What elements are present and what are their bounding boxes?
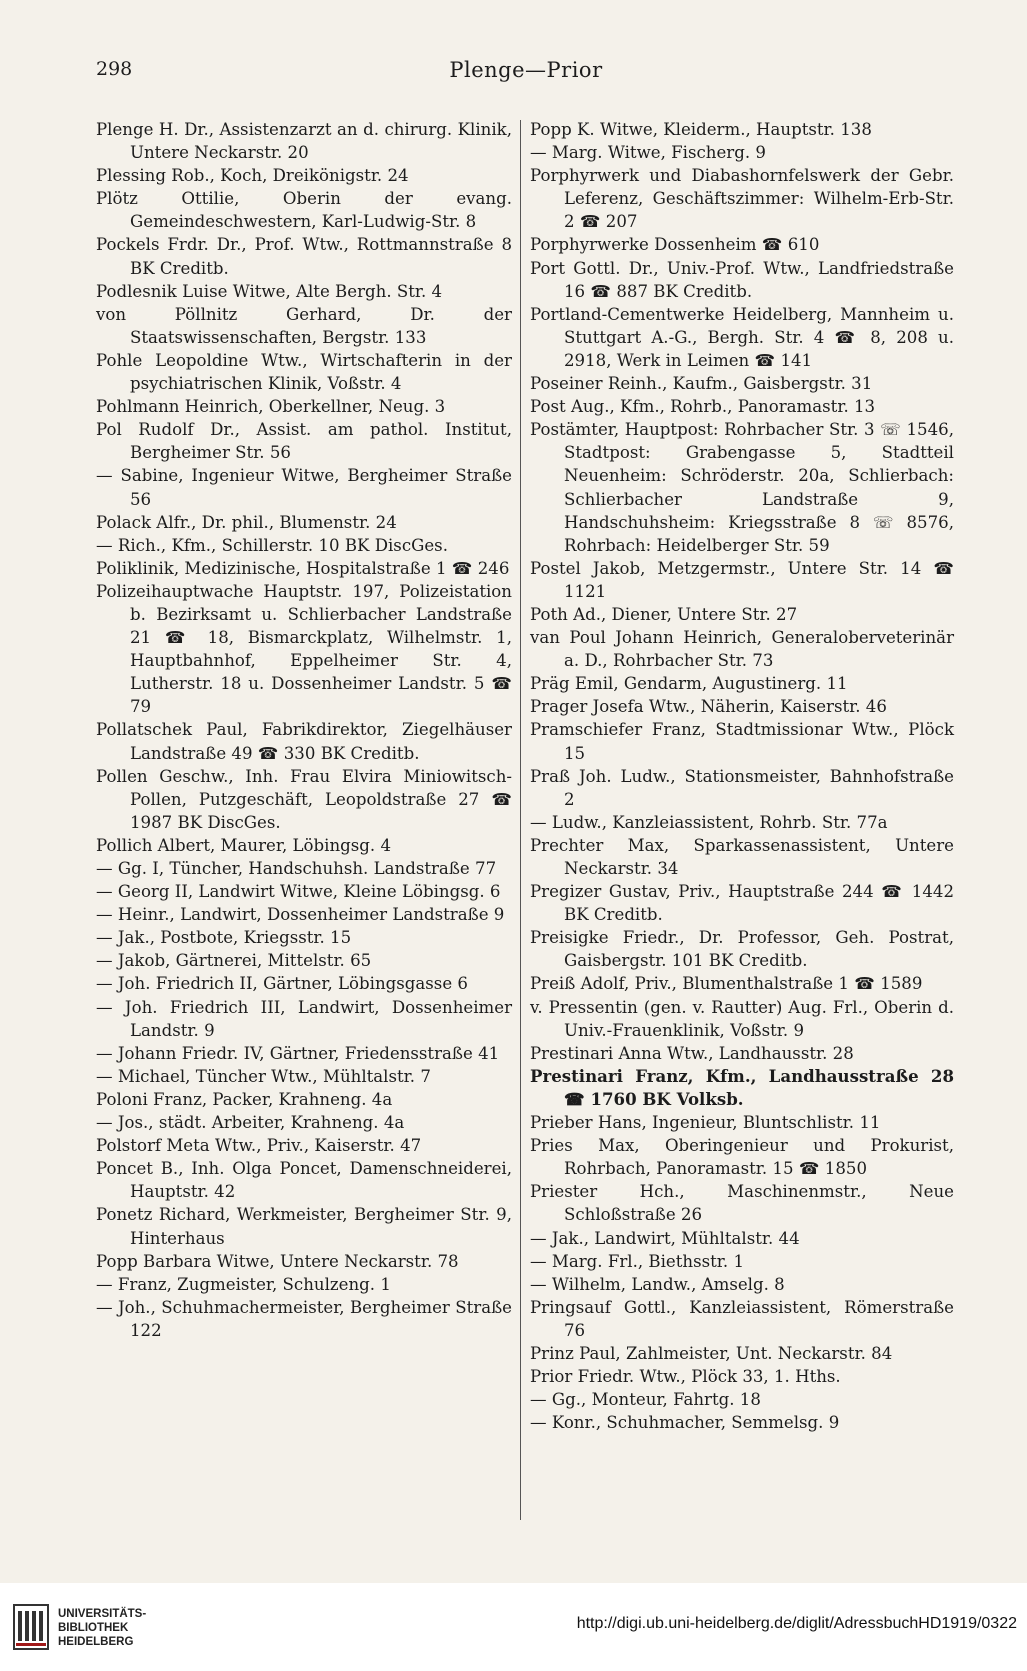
directory-entry: Pollen Geschw., Inh. Frau Elvira Miniowitsch-Pollen, Putzgeschäft, Leopoldstraße 27 ☎ 1987 BK DiscGes. [96,766,512,832]
directory-entry: Prinz Paul, Zahlmeister, Unt. Neckarstr. 84 [530,1343,893,1363]
source-url-link[interactable]: http://digi.ub.uni-heidelberg.de/diglit/AdressbuchHD1919/0322 [576,1615,1017,1632]
directory-entry: — Jos., städt. Arbeiter, Krahneng. 4a [96,1113,405,1133]
directory-entry: Porphyrwerk und Diabashornfelswerk der Gebr. Leferenz, Geschäftszimmer: Wilhelm-Erb-Str. 2 ☎ 207 [530,166,954,232]
directory-entry: Podlesnik Luise Witwe, Alte Bergh. Str. 4 [96,281,443,301]
directory-entry: Plötz Ottilie, Oberin der evang. Gemeindeschwestern, Karl-Ludwig-Str. 8 [96,189,512,232]
logo-line-1: UNIVERSITÄTS- [58,1608,147,1620]
directory-entry: — Konr., Schuhmacher, Semmelsg. 9 [530,1413,840,1433]
directory-entry: Port Gottl. Dr., Univ.-Prof. Wtw., Landfriedstraße 16 ☎ 887 BK Creditb. [530,258,954,301]
directory-entry: Prestinari Anna Wtw., Landhausstr. 28 [530,1043,854,1063]
directory-entry: von Pöllnitz Gerhard, Dr. der Staatswissenschaften, Bergstr. 133 [96,304,512,347]
directory-entry: Pohlmann Heinrich, Oberkellner, Neug. 3 [96,397,446,417]
directory-entry: Pohle Leopoldine Wtw., Wirtschafterin in der psychiatrischen Klinik, Voßstr. 4 [96,350,512,394]
directory-entry: Pollatschek Paul, Fabrikdirektor, Ziegelhäuser Landstraße 49 ☎ 330 BK Creditb. [96,720,512,763]
directory-entry: Postel Jakob, Metzgermstr., Untere Str. 14 ☎ 1121 [530,558,954,601]
directory-entry: Priester Hch., Maschinenmstr., Neue Schloßstraße 26 [530,1182,954,1225]
library-logo-icon [12,1603,50,1651]
directory-entry: — Gg. I, Tüncher, Handschuhsh. Landstraße 77 [96,859,497,878]
directory-entry: — Marg. Witwe, Fischerg. 9 [530,143,766,163]
directory-entry: Prior Friedr. Wtw., Plöck 33, 1. Hths. [530,1367,841,1387]
directory-entry: Pringsauf Gottl., Kanzleiassistent, Römerstraße 76 [530,1297,954,1340]
directory-entry: Pries Max, Oberingenieur und Prokurist, Rohrbach, Panoramastr. 15 ☎ 1850 [530,1136,954,1179]
directory-entry: Pollich Albert, Maurer, Löbingsg. 4 [96,835,392,855]
directory-entry: — Heinr., Landwirt, Dossenheimer Landstraße 9 [96,905,505,925]
directory-entry: — Wilhelm, Landw., Amselg. 8 [530,1274,785,1294]
directory-entry: Polack Alfr., Dr. phil., Blumenstr. 24 [96,512,397,532]
page-number: 298 [96,58,133,80]
directory-entry: Ponetz Richard, Werkmeister, Bergheimer Str. 9, Hinterhaus [96,1205,512,1248]
directory-entry: Pockels Frdr. Dr., Prof. Wtw., Rottmannstraße 8 BK Creditb. [96,235,512,278]
directory-entry: — Ludw., Kanzleiassistent, Rohrb. Str. 77a [530,812,888,832]
directory-entry: Preisigke Friedr., Dr. Professor, Geh. Postrat, Gaisbergstr. 101 BK Creditb. [530,928,954,971]
directory-entry: Post Aug., Kfm., Rohrb., Panoramastr. 13 [530,397,876,417]
directory-entry: Präg Emil, Gendarm, Augustinerg. 11 [530,674,848,694]
directory-entry: Porphyrwerke Dossenheim ☎ 610 [530,235,820,255]
directory-entry: Portland-Cementwerke Heidelberg, Mannheim u. Stuttgart A.-G., Bergh. Str. 4 ☎ 8, 208 u. 2918, Werk in Leimen ☎ 141 [530,304,954,370]
page-header [96,58,956,92]
directory-entry: — Marg. Frl., Biethsstr. 1 [530,1251,745,1271]
logo-line-3: HEIDELBERG [58,1636,134,1648]
directory-entry: v. Pressentin (gen. v. Rautter) Aug. Frl., Oberin d. Univ.-Frauenklinik, Voßstr. 9 [530,997,954,1040]
directory-entry: — Franz, Zugmeister, Schulzeng. 1 [96,1274,391,1294]
directory-entry: Poliklinik, Medizinische, Hospitalstraße 1 ☎ 246 [96,558,510,578]
column-divider [520,120,521,1520]
directory-entry: Prestinari Franz, Kfm., Landhausstraße 28 ☎ 1760 BK Volksb. [530,1065,954,1109]
directory-entry: Pramschiefer Franz, Stadtmissionar Wtw., Plöck 15 [530,720,954,763]
library-logo-text [58,1607,146,1649]
directory-entry: Prager Josefa Wtw., Näherin, Kaiserstr. 46 [530,697,887,717]
directory-entry: — Joh. Friedrich II, Gärtner, Löbingsgasse 6 [96,974,468,994]
directory-entry: — Gg., Monteur, Fahrtg. 18 [530,1390,761,1410]
directory-entry: — Jak., Landwirt, Mühltalstr. 44 [530,1228,800,1248]
directory-entry: Plessing Rob., Koch, Dreikönigstr. 24 [96,166,409,186]
directory-entry: Popp K. Witwe, Kleiderm., Hauptstr. 138 [530,120,872,139]
footer [0,1583,1027,1671]
directory-entry: Preiß Adolf, Priv., Blumenthalstraße 1 ☎ 1589 [530,974,923,994]
directory-entry: Poloni Franz, Packer, Krahneng. 4a [96,1089,393,1109]
directory-entry: — Johann Friedr. IV, Gärtner, Friedensstraße 41 [96,1043,500,1063]
directory-entry: Poseiner Reinh., Kaufm., Gaisbergstr. 31 [530,374,873,394]
directory-entry: — Joh., Schuhmachermeister, Bergheimer Straße 122 [96,1297,512,1340]
directory-entry: — Jak., Postbote, Kriegsstr. 15 [96,928,352,948]
directory-entry: Praß Joh. Ludw., Stationsmeister, Bahnhofstraße 2 [530,766,954,809]
directory-entry: Pregizer Gustav, Priv., Hauptstraße 244 ☎ 1442 BK Creditb. [530,882,954,925]
left-column [96,118,512,1342]
directory-entry: Polizeihauptwache Hauptstr. 197, Polizeistation b. Bezirksamt u. Schlierbacher Landstraße 21 ☎ 18, Bismarckplatz, Wilhelmstr. 1, Hauptbahnhof, Eppelheimer Str. 4, Lutherstr. 18 u. Dossenheimer Landstr. 5 ☎ 79 [96,581,512,717]
directory-entry: van Poul Johann Heinrich, Generaloberveterinär a. D., Rohrbacher Str. 73 [530,628,954,671]
directory-entry: — Joh. Friedrich III, Landwirt, Dossenheimer Landstr. 9 [96,997,512,1040]
directory-entry: Plenge H. Dr., Assistenzarzt an d. chirurg. Klinik, Untere Neckarstr. 20 [96,120,512,163]
right-column [530,118,954,1434]
directory-entry: Prieber Hans, Ingenieur, Bluntschlistr. 11 [530,1113,881,1133]
library-logo [12,1601,172,1655]
directory-entry: Poncet B., Inh. Olga Poncet, Damenschneiderei, Hauptstr. 42 [96,1159,512,1202]
directory-entry: Poth Ad., Diener, Untere Str. 27 [530,604,798,624]
logo-line-2: BIBLIOTHEK [58,1622,129,1634]
directory-entry: — Michael, Tüncher Wtw., Mühltalstr. 7 [96,1066,431,1086]
directory-entry: Popp Barbara Witwe, Untere Neckarstr. 78 [96,1251,459,1271]
directory-entry: — Jakob, Gärtnerei, Mittelstr. 65 [96,951,372,971]
directory-entry: — Sabine, Ingenieur Witwe, Bergheimer Straße 56 [96,466,512,509]
directory-entry: Polstorf Meta Wtw., Priv., Kaiserstr. 47 [96,1136,422,1156]
directory-entry: Pol Rudolf Dr., Assist. am pathol. Institut, Bergheimer Str. 56 [96,420,512,463]
directory-entry: — Georg II, Landwirt Witwe, Kleine Löbingsg. 6 [96,882,501,902]
running-title: Plenge—Prior [449,58,603,82]
directory-entry: Postämter, Hauptpost: Rohrbacher Str. 3 ☏ 1546, Stadtpost: Grabengasse 5, Stadtteil Neuenheim: Schröderstr. 20a, Schlierbach: Schlierbacher Landstraße 9, Handschuhsheim: Kriegsstraße 8 ☏ 8576, Rohrbach: Heidelberger Str. 59 [530,420,954,555]
directory-entry: Prechter Max, Sparkassenassistent, Untere Neckarstr. 34 [530,835,954,878]
directory-entry: — Rich., Kfm., Schillerstr. 10 BK DiscGes. [96,535,448,555]
